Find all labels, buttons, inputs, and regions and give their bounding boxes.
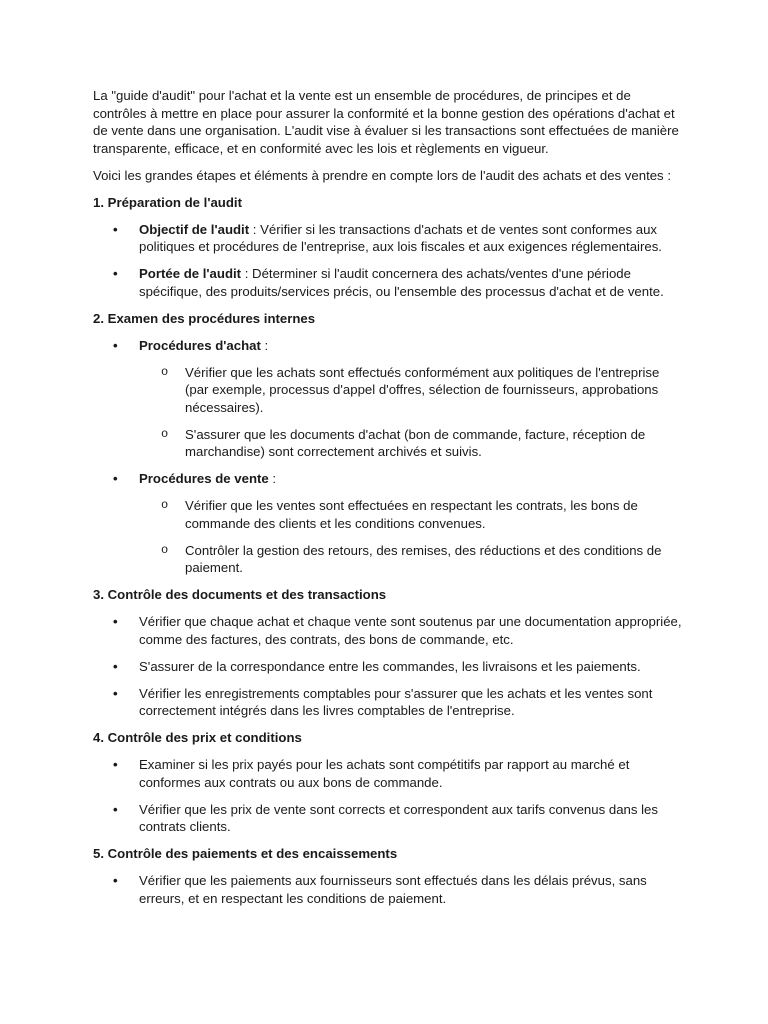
section-heading: 5. Contrôle des paiements et des encaissements	[93, 846, 398, 861]
bullet-list	[93, 613, 683, 720]
intro-paragraph: La "guide d'audit" pour l'achat et la vente est un ensemble de procédures, de principes et de contrôles à mettre en place pour assurer la conformité et la bonne gestion des opérations d'achat et de vente dans une organisation. L'audit vise à évaluer si les transactions sont effectuées de manière transparente, efficace, et en conformité avec les lois et règlements en vigueur.	[93, 88, 679, 156]
bullet-list	[93, 221, 683, 301]
section-heading: 2. Examen des procédures internes	[93, 310, 316, 326]
section-heading: 4. Contrôle des prix et conditions	[93, 730, 302, 745]
list-item	[93, 801, 683, 836]
sub-list	[139, 364, 683, 461]
item-label: Objectif de l'audit	[139, 221, 250, 237]
bullet-marker: •	[113, 266, 118, 281]
list-item	[93, 685, 683, 720]
sub-item-text: Contrôler la gestion des retours, des remises, des réductions et des conditions de paiement.	[185, 542, 662, 575]
list-item	[93, 658, 683, 676]
item-text: S'assurer de la correspondance entre les commandes, les livraisons et les paiements.	[139, 658, 641, 674]
sub-list-item	[139, 364, 683, 417]
bullet-marker: •	[113, 471, 118, 486]
intro-lead-paragraph: Voici les grandes étapes et éléments à prendre en compte lors de l'audit des achats et des ventes :	[93, 167, 671, 183]
bullet-list	[93, 756, 683, 836]
list-item	[93, 337, 683, 461]
item-text: :	[260, 337, 269, 353]
item-label: Procédures de vente	[139, 471, 269, 486]
bullet-marker: •	[113, 801, 118, 817]
item-text: Examiner si les prix payés pour les achats sont compétitifs par rapport au marché et conformes aux contrats ou aux bons de commande.	[139, 757, 630, 790]
list-item	[93, 613, 683, 648]
sub-bullet-marker: o	[161, 364, 169, 379]
item-label: Portée de l'audit	[139, 266, 242, 281]
sub-bullet-marker: o	[161, 426, 169, 441]
sub-list-item	[139, 426, 683, 461]
list-item	[93, 872, 683, 907]
bullet-marker: •	[113, 757, 118, 772]
bullet-marker: •	[113, 337, 118, 353]
bullet-marker: •	[113, 221, 118, 237]
sub-list	[139, 497, 683, 577]
item-label: Procédures d'achat	[139, 337, 261, 353]
list-item	[93, 756, 683, 791]
item-text: Vérifier que chaque achat et chaque vente sont soutenus par une documentation appropriée, comme des factures, des contrats, des bons de commande, etc.	[139, 614, 682, 647]
section-heading: 3. Contrôle des documents et des transactions	[93, 587, 387, 602]
item-text: : Vérifier si les transactions d'achats et de ventes sont conformes aux politiques et procédures de l'entreprise, aux lois fiscales et aux exigences réglementaires.	[139, 221, 662, 254]
bullet-marker: •	[113, 873, 118, 888]
sub-item-text: Vérifier que les ventes sont effectuées en respectant les contrats, les bons de commande des clients et les conditions convenues.	[185, 498, 638, 531]
section-heading: 1. Préparation de l'audit	[93, 194, 242, 210]
item-text: Vérifier que les prix de vente sont corrects et correspondent aux tarifs convenus dans les contrats clients.	[139, 801, 658, 834]
sub-item-text: Vérifier que les achats sont effectués conformément aux politiques de l'entreprise (par exemple, processus d'appel d'offres, sélection de fournisseurs, approbations nécessaires).	[185, 364, 660, 415]
list-item	[93, 265, 683, 300]
bullet-list	[93, 337, 683, 577]
list-item	[93, 470, 683, 577]
sub-bullet-marker: o	[161, 542, 169, 557]
bullet-marker: •	[113, 658, 118, 674]
item-text: Vérifier les enregistrements comptables pour s'assurer que les achats et les ventes sont correctement intégrés dans les livres comptables de l'entreprise.	[139, 685, 653, 718]
bullet-marker: •	[113, 614, 118, 629]
sub-list-item	[139, 542, 683, 577]
sub-list-item	[139, 497, 683, 532]
bullet-list	[93, 872, 683, 907]
item-text: Vérifier que les paiements aux fournisseurs sont effectués dans les délais prévus, sans erreurs, et en respectant les conditions de paiement.	[139, 873, 647, 906]
sub-item-text: S'assurer que les documents d'achat (bon de commande, facture, réception de marchandise) sont correctement archivés et suivis.	[185, 426, 646, 459]
item-text: : Déterminer si l'audit concernera des achats/ventes d'une période spécifique, des produits/services précis, ou l'ensemble des processus d'achat et de vente.	[139, 266, 664, 299]
bullet-marker: •	[113, 685, 118, 701]
list-item	[93, 221, 683, 256]
item-text: :	[268, 471, 277, 486]
sub-bullet-marker: o	[161, 498, 169, 512]
document-body	[93, 87, 683, 917]
